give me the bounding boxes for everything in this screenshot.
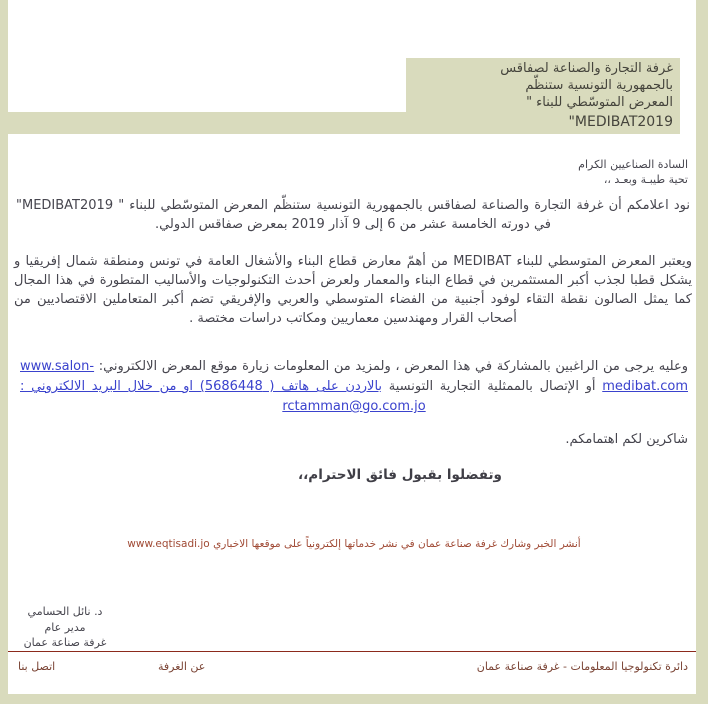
left-border xyxy=(0,0,8,704)
email-link[interactable]: rctamman@go.com.jo xyxy=(282,399,426,414)
participation-text-mid: أو الإتصال بالممثلية التجارية التونسية xyxy=(382,379,603,394)
header-line-4: MEDIBAT2019" xyxy=(568,114,673,130)
header-line-3: المعرض المتوسّطي للبناء " xyxy=(526,95,673,110)
phone-link[interactable]: بالاردن على هاتف ( 5686448) او من خلال البريد الالكتروني : xyxy=(20,379,383,394)
participation-text: وعليه يرجى من الراغبين بالمشاركة في هذا المعرض ، ولمزيد من المعلومات زيارة موقع المعرض الالكتروني: xyxy=(94,359,688,374)
signature-title: مدير عام xyxy=(44,620,86,634)
signature-block xyxy=(12,604,118,651)
medibat-title-band xyxy=(8,112,680,134)
paragraph-about: ويعتبر المعرض المتوسطي للبناء MEDIBAT من أهمّ معارض قطاع البناء والأشغال العامة في تونس ومنطقة شمال إفريقيا و يشكل قطبا لجذب أكبر المستثمرين في قطاع البناء والمعمار ولعرض أحدث التكنولوجيات والأساليب المتطورة في هذا المجال كما يمثل الصالون نقطة التقاء لوفود أجنبية من الفضاء المتوسطي والعربي والإفريقي تضم أكبر المتعاملين الاقتصاديين من أصحاب القرار ومهندسين معماريين ومكاتب دراسات مختصة . xyxy=(14,254,692,326)
eqtisadi-site-link[interactable]: www.eqtisadi.jo xyxy=(127,538,210,550)
salon-website-link[interactable]: www.salon-medibat.com xyxy=(20,359,688,394)
footer-link-contact[interactable]: اتصل بنا xyxy=(18,660,56,673)
closing-line: وتفضلوا بقبول فائق الاحترام،، xyxy=(298,467,502,483)
header-line-2: بالجمهورية التونسية ستنظّم xyxy=(525,78,673,93)
announcement-header xyxy=(406,58,680,112)
header-line-1: غرفة التجارة والصناعة لصفاقس xyxy=(500,61,673,76)
footer-link-about[interactable]: عن الغرفة xyxy=(158,660,206,673)
signature-org: غرفة صناعة عمان xyxy=(23,636,107,649)
signature-name: د. نائل الحسامي xyxy=(27,605,103,618)
promo-line xyxy=(0,538,708,550)
footer-dept-label: دائرة تكنولوجيا المعلومات - غرفة صناعة عمان xyxy=(476,660,688,673)
promo-text: أنشر الخبر وشارك غرفة صناعة عمان في نشر خدماتها إلكترونياً على موقعها الاخباري xyxy=(209,538,581,550)
salutation xyxy=(578,157,688,187)
bottom-border xyxy=(0,694,708,704)
greeting-line: تحية طيبـة وبعـد ،، xyxy=(603,173,688,186)
thanks-line: شاكرين لكم اهتمامكم. xyxy=(565,432,688,447)
footer-divider xyxy=(8,651,696,652)
paragraph-participation xyxy=(20,357,688,417)
right-border xyxy=(696,0,708,704)
salutation-line: السادة الصناعيين الكرام xyxy=(578,158,688,171)
paragraph-intro: نود اعلامكم أن غرفة التجارة والصناعة لصفاقس بالجمهورية التونسية ستنظّم المعرض المتوسّطي للبناء " MEDIBAT2019" في دورته الخامسة عشر من 6 إلى 9 آذار 2019 بمعرض صفاقس الدولي. xyxy=(16,198,690,232)
